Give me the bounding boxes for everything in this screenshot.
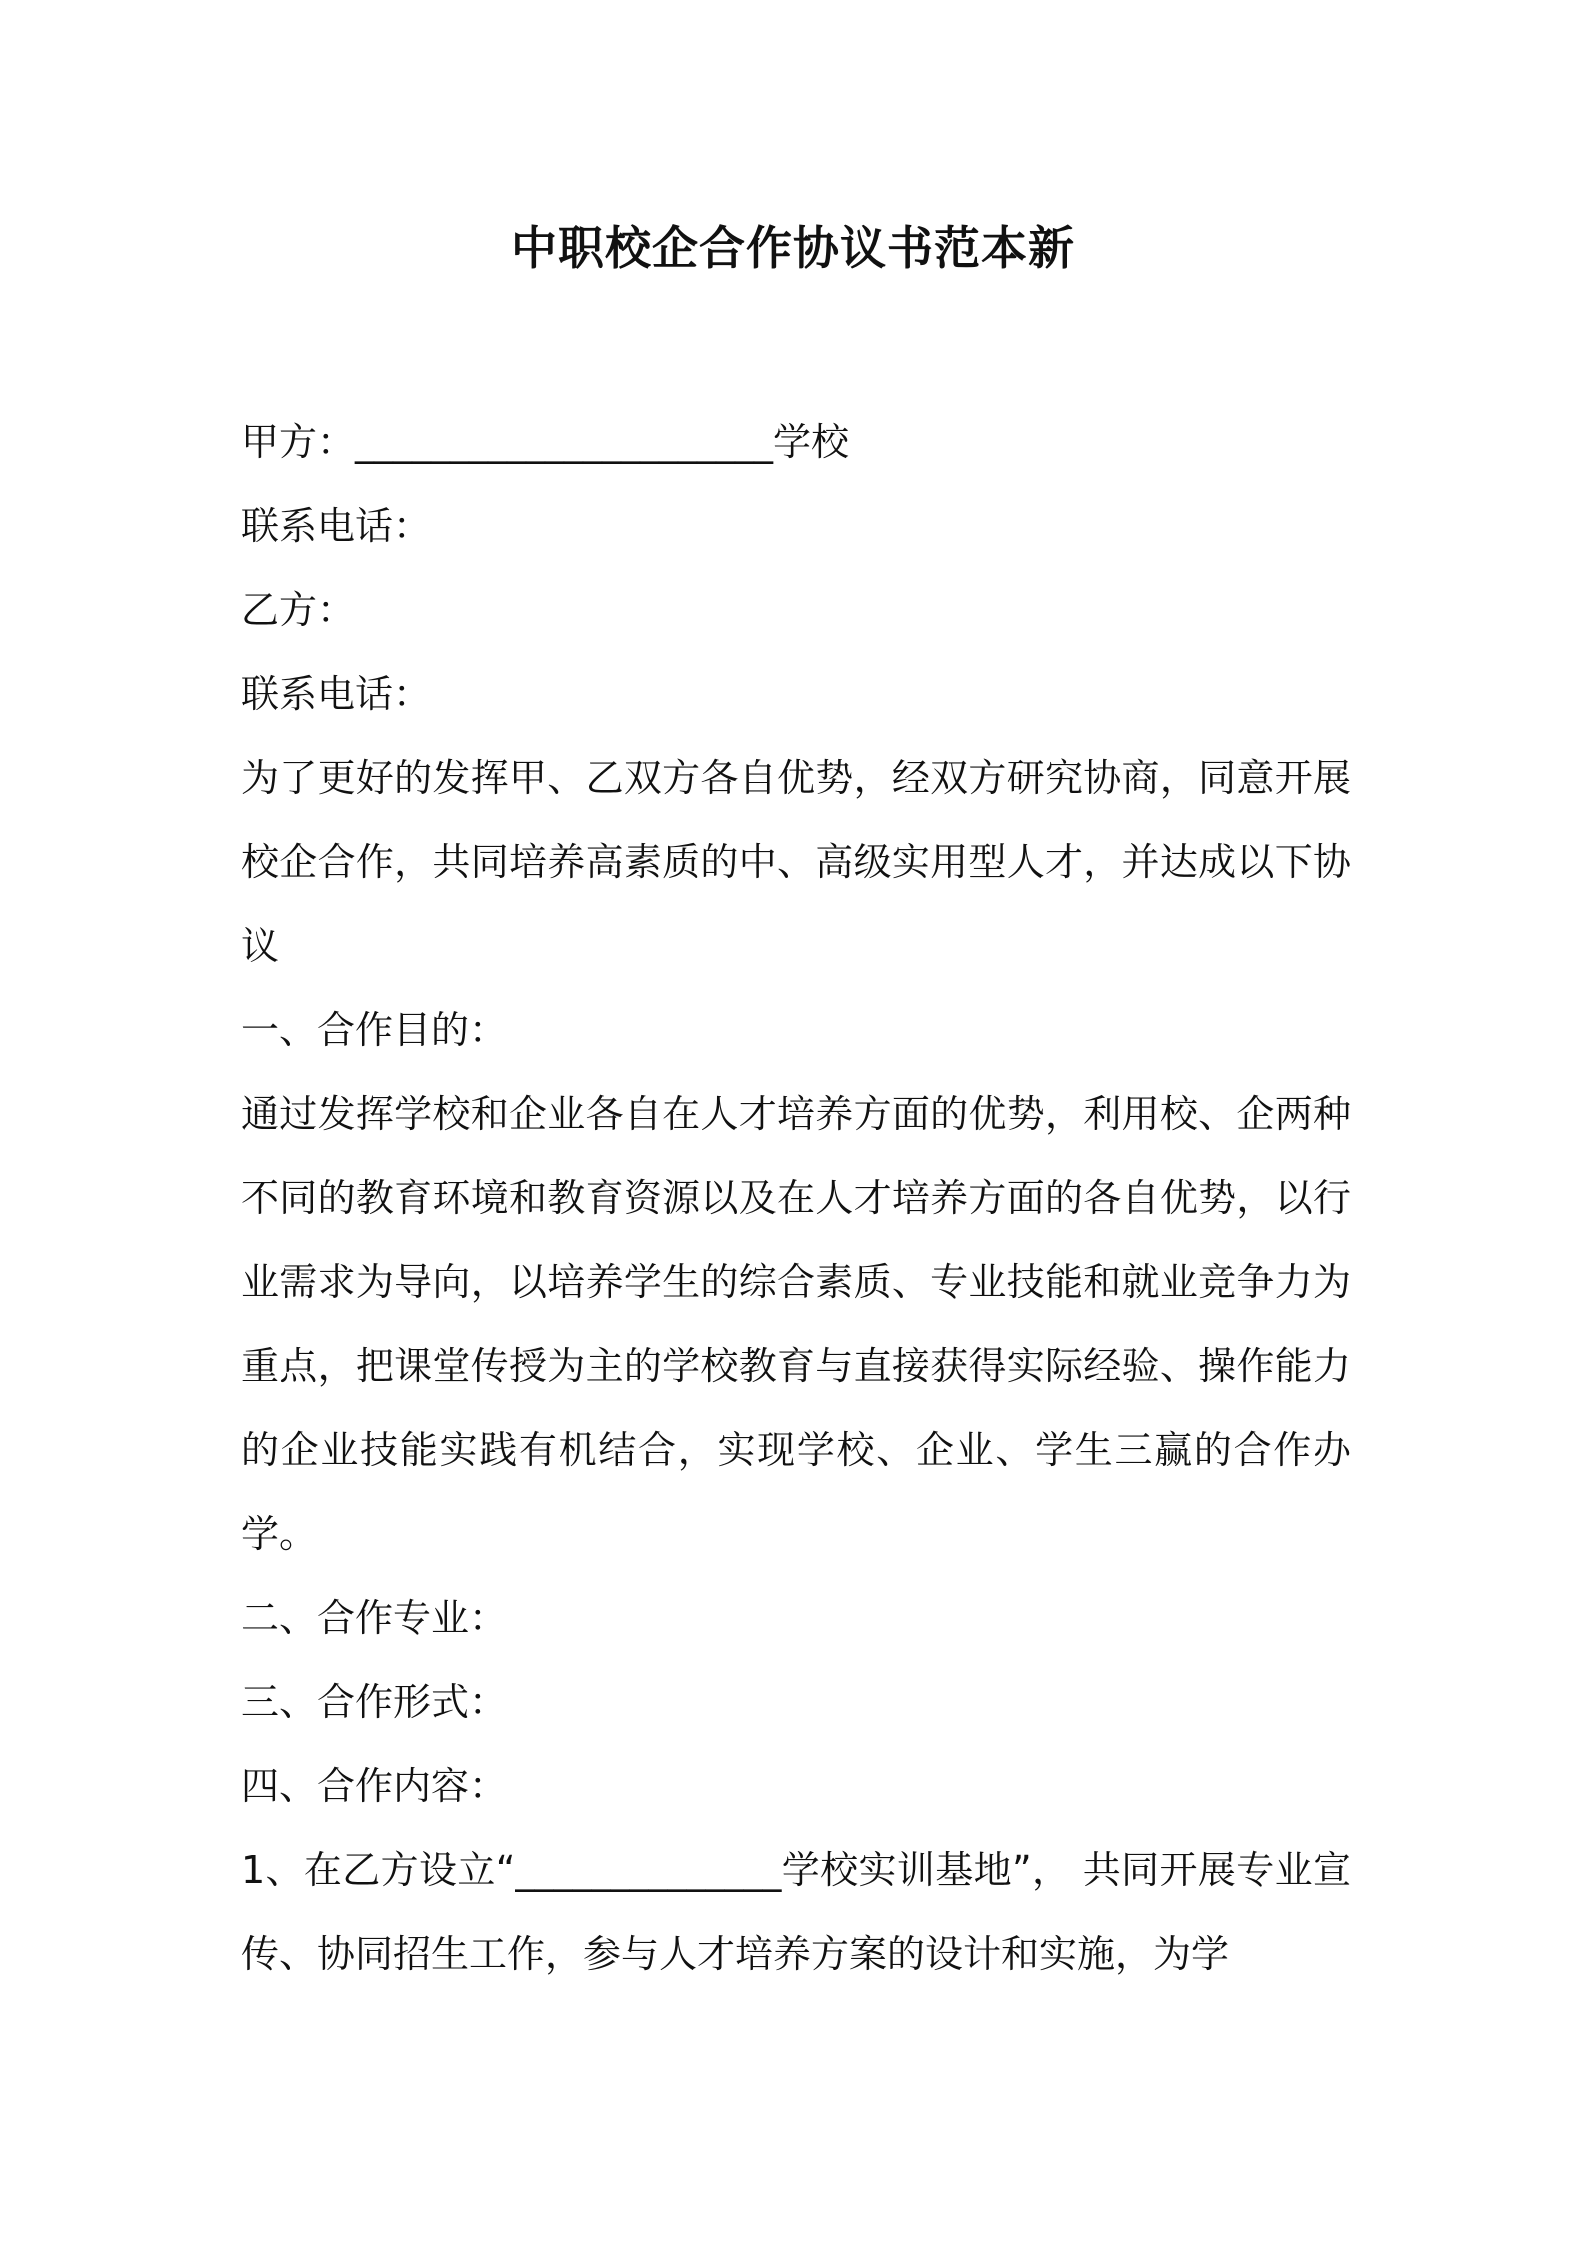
intro-paragraph: 为了更好的发挥甲、乙双方各自优势，经双方研究协商，同意开展校企合作，共同培养高素质的中、高级实用型人才，并达成以下协议 xyxy=(241,756,1351,968)
section-3-heading: 三、合作形式： xyxy=(241,1680,508,1724)
document-title: 中职校企合作协议书范本新 xyxy=(511,221,1075,275)
section-1-paragraph: 通过发挥学校和企业各自在人才培养方面的优势，利用校、企两种不同的教育环境和教育资源以及在人才培养方面的各自优势，以行业需求为导向，以培养学生的综合素质、专业技能和就业竞争力为重点，把课堂传授为主的学校教育与直接获得实际经验、操作能力的企业技能实践有机结合，实现学校、企业、学生三赢的合作办学。 xyxy=(241,1092,1351,1556)
section-4-heading: 四、合作内容： xyxy=(241,1764,508,1808)
party-b-phone-line: 联系电话： xyxy=(241,672,432,716)
section-4-item-1: 1、在乙方设立“______________学校实训基地”， 共同开展专业宣传、协同招生工作，参与人才培养方案的设计和实施，为学 xyxy=(241,1848,1351,1976)
party-b-line: 乙方： xyxy=(241,588,356,632)
document-body xyxy=(241,400,1351,1996)
section-2-heading: 二、合作专业： xyxy=(241,1596,508,1640)
section-1-heading: 一、合作目的： xyxy=(241,1008,508,1052)
party-a-phone-line: 联系电话： xyxy=(241,504,432,548)
party-a-line: 甲方：______________________学校 xyxy=(241,420,850,464)
